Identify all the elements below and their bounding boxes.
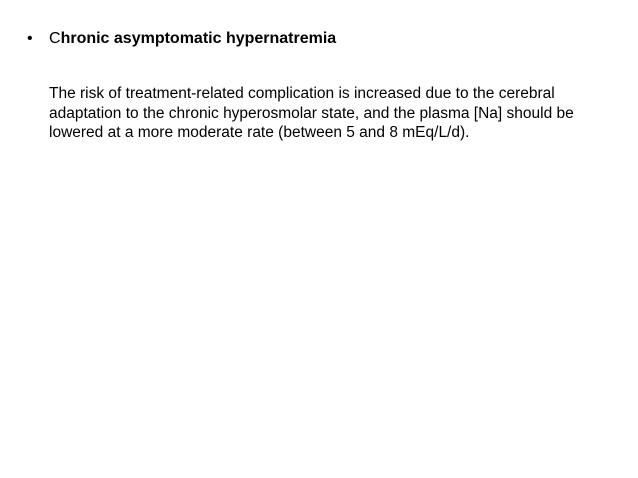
heading-text: hronic asymptomatic hypernatremia xyxy=(60,30,337,47)
heading-first-letter: C xyxy=(49,30,61,47)
bullet-icon: • xyxy=(27,30,33,47)
bullet-heading xyxy=(27,29,607,49)
body-paragraph: The risk of treatment-related complication is increased due to the cerebral adaptation to the chronic hyperosmolar state, and the plasma [Na] should be lowered at a more moderate rate (between 5 and 8 mEq/L/d). xyxy=(49,85,574,141)
